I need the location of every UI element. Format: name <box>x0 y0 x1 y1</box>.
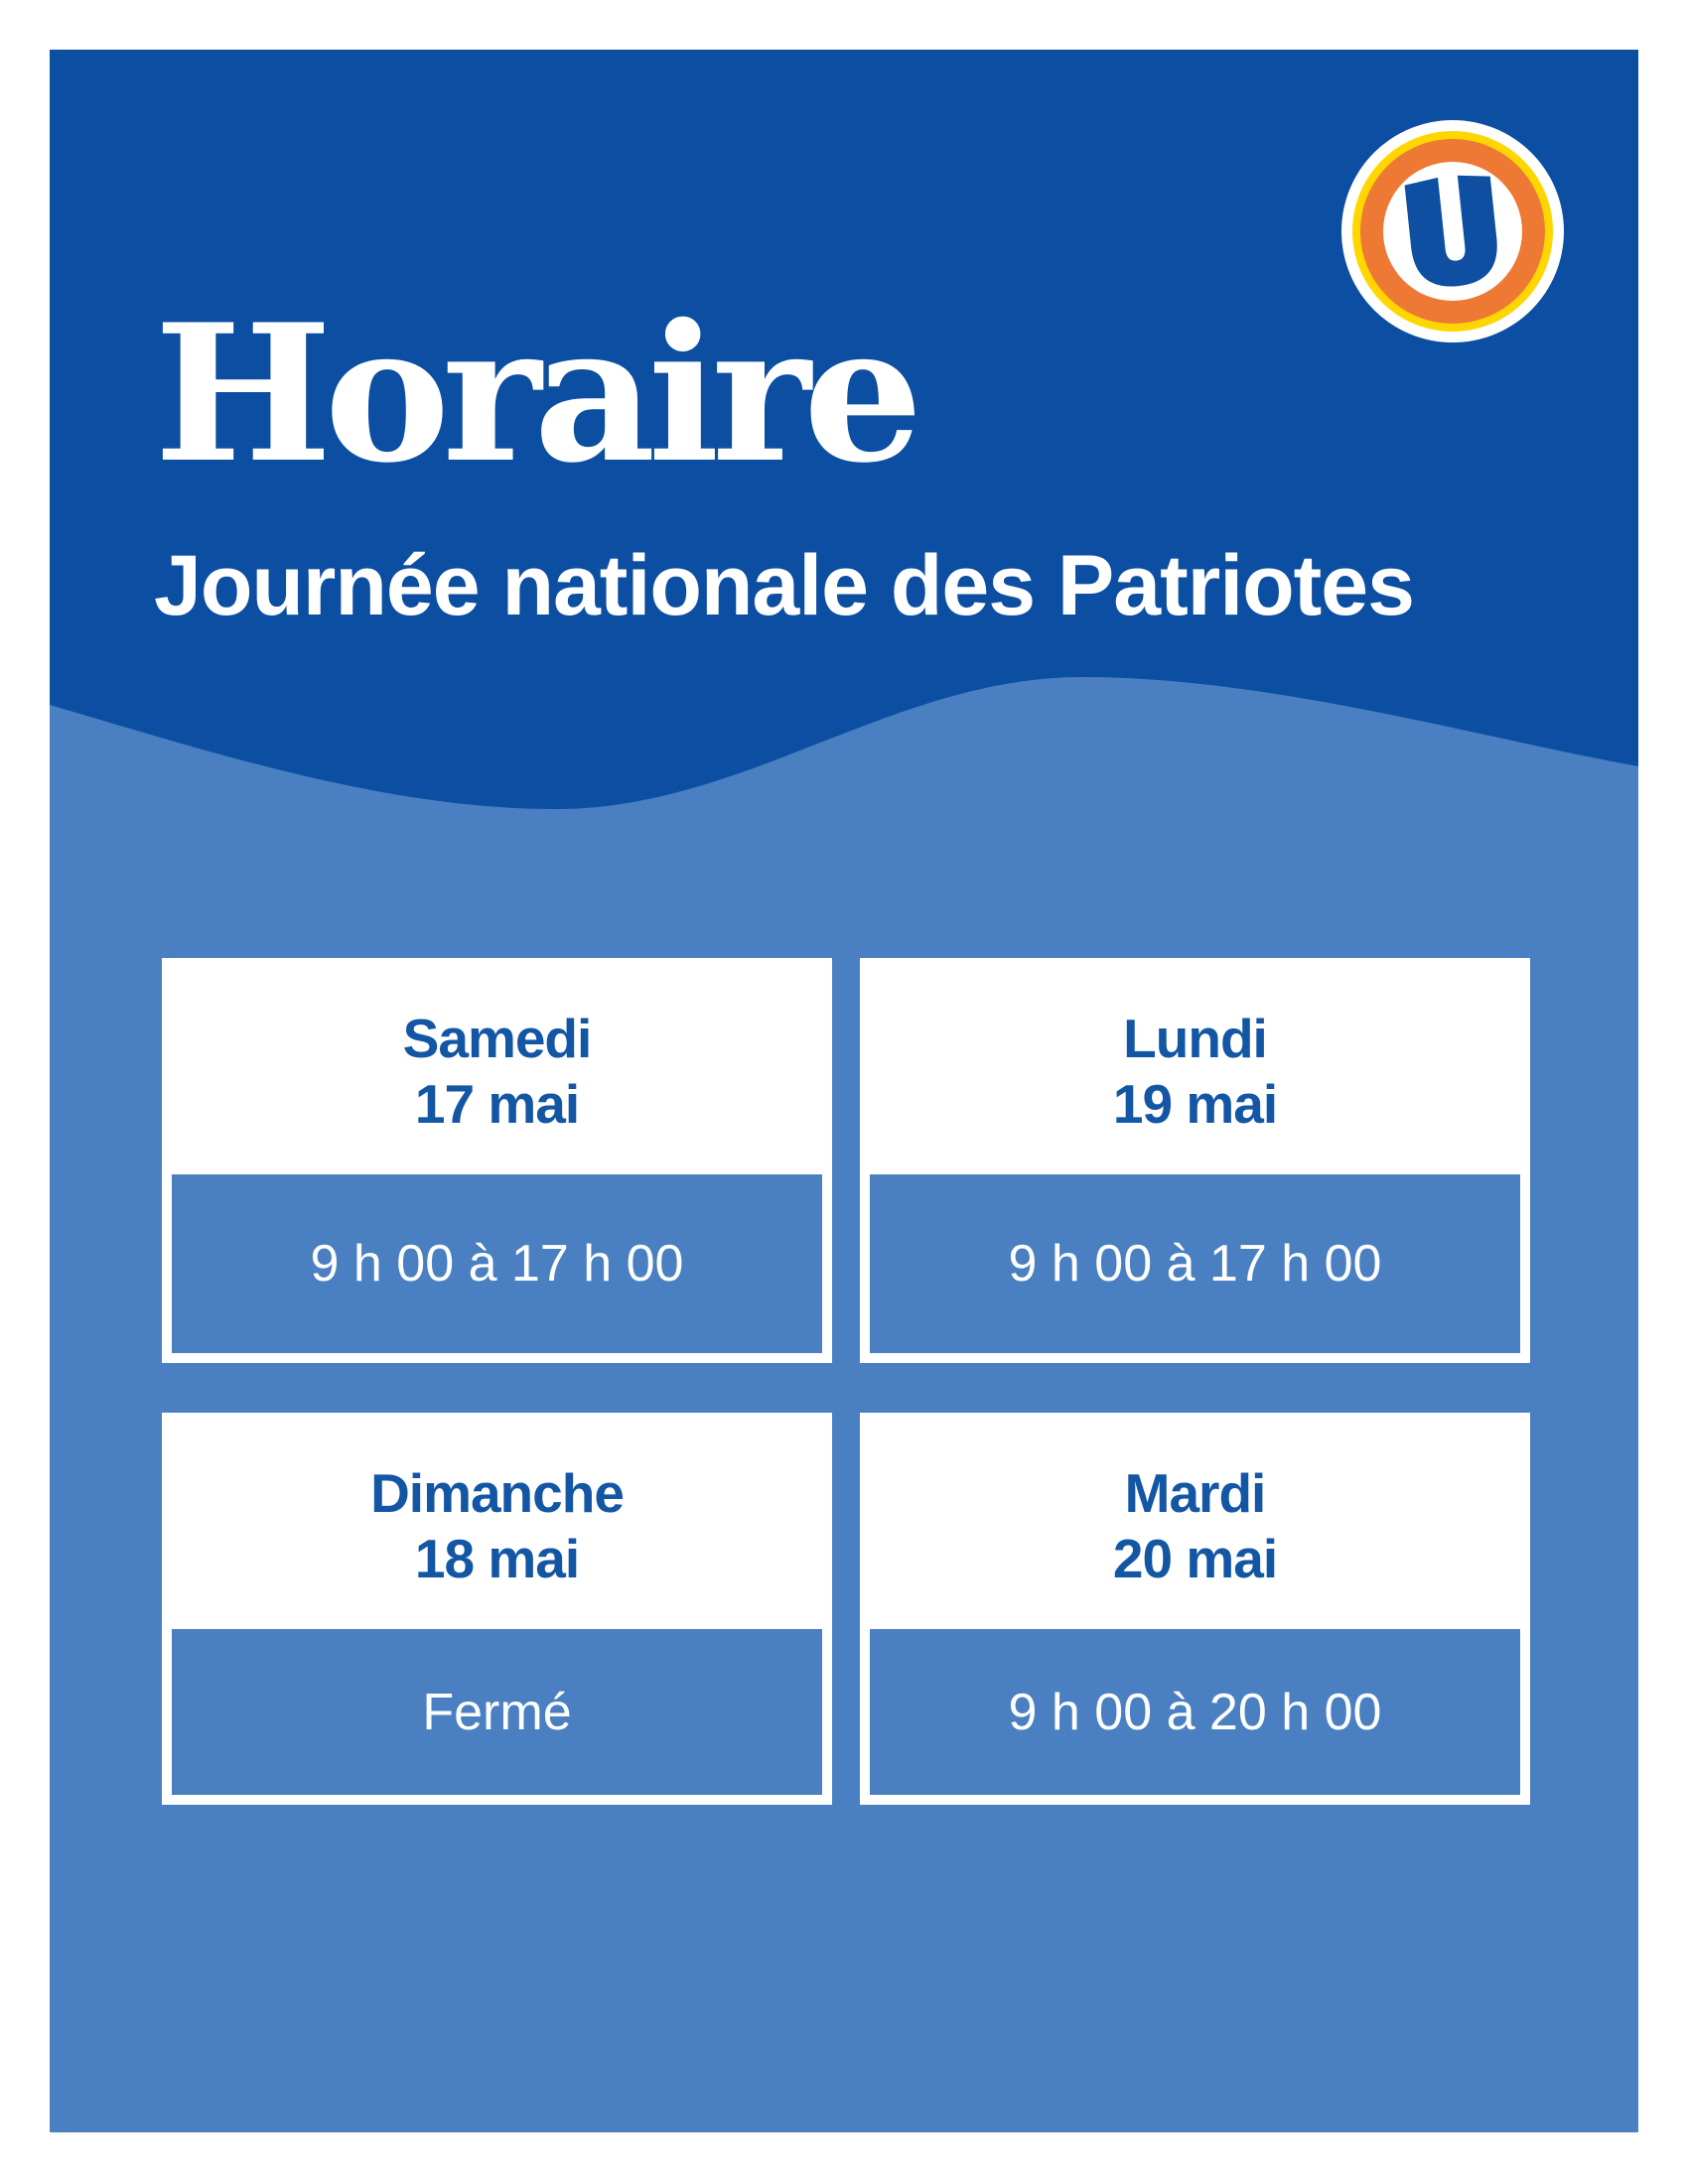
day-label: Lundi <box>1123 1008 1267 1069</box>
schedule-card-lundi <box>860 958 1530 1363</box>
schedule-card-samedi <box>162 958 832 1363</box>
wave-divider <box>50 660 1638 859</box>
date-label: 20 mai <box>1112 1528 1278 1589</box>
hours-label: 9 h 00 à 17 h 00 <box>310 1235 684 1293</box>
day-section <box>172 968 822 1174</box>
day-label: Dimanche <box>370 1462 624 1524</box>
hours-label: 9 h 00 à 17 h 00 <box>1008 1235 1382 1293</box>
hours-badge <box>172 1174 822 1353</box>
date-label: 17 mai <box>414 1073 580 1135</box>
day-label: Mardi <box>1124 1462 1266 1524</box>
schedule-card-dimanche <box>162 1413 832 1805</box>
hours-badge <box>172 1629 822 1795</box>
day-label: Samedi <box>402 1008 592 1069</box>
day-section <box>172 1423 822 1629</box>
day-section <box>870 1423 1520 1629</box>
brand-logo-u-icon <box>1341 120 1564 342</box>
poster <box>50 50 1638 2132</box>
date-label: 19 mai <box>1112 1073 1278 1135</box>
day-section <box>870 968 1520 1174</box>
hours-badge <box>870 1629 1520 1795</box>
schedule-grid <box>162 958 1532 1805</box>
date-label: 18 mai <box>414 1528 580 1589</box>
page-title: Horaire <box>154 283 915 504</box>
schedule-card-mardi <box>860 1413 1530 1805</box>
hours-label: Fermé <box>422 1683 572 1741</box>
hours-label: 9 h 00 à 20 h 00 <box>1008 1683 1382 1741</box>
page-subtitle: Journée nationale des Patriotes <box>154 538 1414 633</box>
hours-badge <box>870 1174 1520 1353</box>
